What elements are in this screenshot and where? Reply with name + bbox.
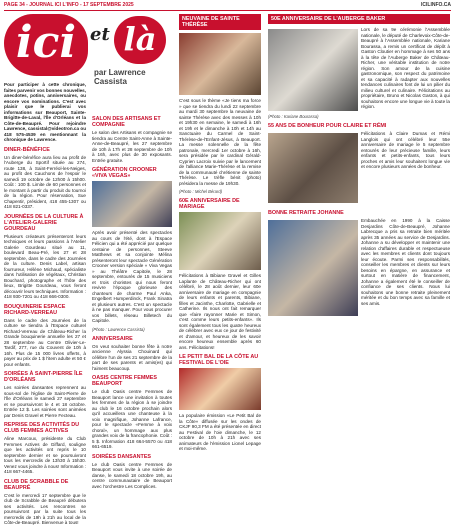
- heading-55-ans: 55 ANS DE BONHEUR POUR CLAIRE ET RÉMI: [268, 123, 387, 129]
- text-oasis: Le club Oasis centre Femmes de Beauport lance une invitation à toutes les femmes de la région à se joindre au club le 16 octobre prochain alors qu'il accueillera une chanteuse à la voix magnifique, Johanne Lafrance, pour le spectacle «Femme à voix choral», un hommage aux plus grandes voix de la francophonie. Coût : 5 $. Information 418 664-5570 ou 418 661-6519.: [92, 389, 172, 449]
- byline: par Lawrence Cassista: [94, 68, 146, 86]
- heading-soirees-saint-pierre: SOIRÉES À SAINT-PIERRE ÎLE D'ORLÉANS: [4, 371, 83, 383]
- fifty-five-row: [268, 131, 450, 206]
- text-55-ans: Félicitations à Claire Dumas et Rémi Langlois qui ont célébré leur 55e anniversaire de mariage le 5 septembre entourés de leur précieuse famille, leurs enfants et petits-enfants, tous leurs proches et amis leur souhaitent longue vie et encore plusieurs années de bonheur.: [361, 131, 450, 169]
- journal-name: JOURNAL ICI L'INFO: [29, 2, 79, 8]
- text-diner-benefice: Un diner-bénéfice aura lieu au profit de l'Auberge du Sportif située au 274, route 138, à Saint-Ferréol-les-Neiges, au profit des Cauchons de l'espoir le samedi 19 octobre de 12h00 à 15h00. Coût : 100 $. Limite de 60 personnes et le montant à partir du produit du tournoi de la région. Pour réservation, Sue Chapentir, président, 418 455-1307 ou 418 821-0337.: [4, 154, 86, 209]
- logo-ici: ici: [4, 14, 88, 76]
- logo-et: et: [90, 24, 110, 45]
- logo-la: là: [114, 16, 166, 64]
- text-bouquinerie: Dans le cadre des Journées de la culture se tiendra à l'Espace culturel Richard-Verreau de Château-Richer la Grande bouquinerie annuelle les 27 et 28 septembre au Centre Olivier-Le-Tardif, 277, rue du Couvent de 10h à 16h. Plus de 15 000 livres offerts, à payer au prix de 1 $ l'item adulte et 50 ¢ pour enfants.: [4, 317, 86, 367]
- text-60e-mariage: Félicitations à Bibiane Gravel et Gilles Laplante de Château-Richer qui ont célébré, le 28 août dernier, leur 60e anniversaire de mariage en compagnie de leurs enfants et parents, Bibiane, filles et Jacinthe, Charlotte, Gabrielle et Catherine. Ils nous ont fait remarquer que «faire rayonner Marie et Simon, c'est comme leurs petits-enfants». Ils sont également tous les quatre heureux de célébrer avec eux ce jour de festivité et d'amour, et heureux de les savoir encore heureux ensemble après 60 ans. Félicitations!: [179, 273, 261, 350]
- caption-crooner: (Photo : Lawrence Cassista): [92, 326, 145, 332]
- text-scrabble: C'est le mercredi 17 septembre que le club de Scrabble de Beaupré débutera ses activités. Les rencontres se poursuivront par la suite tous les mercredis de 19h à 21h au local de la Côte-de-Beaupré. Bienvenue à tous!: [4, 492, 86, 525]
- page-number: PAGE 34: [4, 2, 25, 8]
- heading-petit-bal: LE PETIT BAL DE LA CÔTE AU FESTIVAL DE L'OIE: [179, 354, 259, 366]
- photo-auberge-baker: [268, 29, 358, 111]
- text-femmes-actives: Aline Marcoux, présidente du Club Femmes Actives de Giffard, souligne que les activités ont repris le 10 septembre dernier et se poursuivront tous les mercredis de 13h30 à 15h30. Venez vous joindre à nous! Information : 418 667-4465.: [4, 436, 86, 474]
- column-1: [4, 82, 86, 529]
- heading-neuvaine: NEUVAINE DE SAINTE THÉRÈSE: [179, 14, 261, 30]
- text-soirees-dansantes: Le club Oasis centre Femmes de Beauport vous invite à une soirée de danse, le samedi 18 octobre 19h, au centre communautaire de Beauport avec l'orchestre Les Complices.: [92, 461, 172, 489]
- text-journees-culture: Plusieurs créateurs présenteront leurs techniques et leurs passions à l'Atelier Galerie Gourdeau situé au 11, boulevard Beau-Pré, les 27 et 28 septembre, dans le cadre des Journées de la culture. Denis Label, artisan fourrureur, Hélène Michaud, spécialiste dans l'utilisation de végétaux, Christian Bouchard, photographe et l'hôte des lieux, Brigitte Gourdeau, vous feront découvrir leurs techniques. Information : 418 930-7201 ou 418 666-0300.: [4, 233, 86, 299]
- photo-crooner: [92, 181, 172, 227]
- heading-scrabble: CLUB DE SCRABBLE DE BEAUPRÉ: [4, 478, 69, 491]
- page-header: PAGE 34 - JOURNAL ICI L'INFO - 17 SEPTEMBRE 2025 ICILINFO.CA: [4, 2, 451, 8]
- column-2: [92, 112, 172, 492]
- site-url: ICILINFO.CA: [421, 2, 451, 8]
- heading-salon-artisans: SALON DES ARTISANS ET COMPAGNIE: [92, 116, 161, 128]
- text-bonne-retraite: Embauchée en 1990 à la Caisse Desjardins Côte-de-Beaupré, Johanne Labrecque a pris sa retraite bien méritée après 35 années au service de Desjardins. Johanne a su développer et maintenir une relation d'affaires durable et respectueuse avec les membres et clients dont toujours leur écoute. Parmi ses responsabilités, conseiller les membres et clients sur leurs besoins en épargne, en assurance et surtout en matière de financement, Johanne a également été le conseiller de confiance de ses clients. Nous lui souhaitons une bonne retraite pleinement méritée et du bon temps avec sa famille et ses amis.: [361, 218, 450, 306]
- heading-60e-mariage: 60E ANNIVERSAIRE DE MARIAGE: [179, 198, 240, 210]
- text-generation-crooner: Après avoir présenté des spectacles au cours de l'été, dont à l'Espace Félicien qui a été apprécié par quelque centaine de personnes, Steeve Matthews et sa conjointe Mélina présenteront leur spectacle Génération Crooner version spéciale « Viva Vegas » au Théâtre Capitole, le 28 septembre, entourés de 15 musiciens et trois choristes qui nous feront revivre l'époque glorieuse des chanteurs de charme Paul Anka, Engelbert Humperdinck, Frank Sinatra et plusieurs autres. C'est un spectacle à ne pas manquer. Pour vous procurer vos billets, réseau Billetech du Capitole.: [92, 230, 172, 323]
- issue-date: 17 SEPTEMBRE 2025: [83, 2, 134, 8]
- heading-femmes-actives: REPRISE DES ACTIVITÉS DU CLUB FEMMES ACTIVES: [4, 422, 79, 434]
- heading-journees-culture: JOURNÉES DE LA CULTURE À L'ATELIER-GALERIE GOURDEAU: [4, 213, 84, 232]
- heading-anniversaire: ANNIVERSAIRE: [92, 335, 133, 342]
- photo-neuvaine: [179, 33, 261, 95]
- caption-neuvaine: (Photo : Michel Bérard): [179, 189, 223, 194]
- heading-oasis: OASIS CENTRE FEMMES BEAUPORT: [92, 375, 157, 387]
- caption-auberge-baker: (Photo : Kariane Bourassa): [268, 114, 319, 119]
- heading-bonne-retraite: BONNE RETRAITE JOHANNE: [268, 210, 344, 216]
- text-neuvaine: C'est sous le thème «Je tiens ma force » que se tiendra du lundi 22 septembre au mardi 30 septembre la neuvaine de sainte Thérèse avec des messes à 10h et 19h30 en semaine, le samedi à 16h et 19h et le dimanche à 10h et 14h au Sanctuaire du Carmel de Saint-Thérèse-de-l'Enfant-Jésus, à Beauport. La messe solennelle de la fête patronale, mercredi 1er octobre à 16h, sera présidée par le cardinal Gérald-Cyprien Lacroix suivie par le lancement de l'alliance Marie-Thérèse et la remise de la communauté chrétienne de sainte Thérèse. Le trèfle bénit (photo) présidera la messe de 19h30.: [179, 98, 261, 186]
- photo-55-ans: [268, 133, 358, 203]
- text-soirees-saint-pierre: Les soirées dansantes reprennent au sous-sol de l'église de Saint-Pierre de l'Île d'Orléans le samedi 27 septembre et se poursuivront le 4 et 18 octobre. Entrée 12 $. Les soirées sont animées par Denis Gravel et Pierre Fecteau.: [4, 385, 86, 418]
- photo-bonne-retraite: [268, 220, 358, 316]
- text-petit-bal: La populaire émission «Le Petit Bal de la Côte» diffusée sur les ondes de CKJF 90,3 FM a été présentée en direct au Festival de l'oie dimanche, le 12 octobre de 10h à 21h avec ses animateurs de l'émission Lionel Lepage et moi-même.: [179, 413, 261, 451]
- heading-soirees-dansantes: SOIRÉES DANSANTES: [92, 453, 152, 460]
- photo-petit-bal: [179, 368, 261, 410]
- auberge-row: [268, 27, 450, 114]
- photo-60e-mariage: [179, 212, 261, 270]
- intro-paragraph: Pour participer à cette chronique, faites parvenir vos bonnes nouvelles, anecdotes, potins, anniversaires, ou encore vos nominations. C'est avec plaisir que le publierai vos informations sur Beauport, Sainte-Brigitte-de-Laval, l'Île d'Orléans et la Côte-de-Beaupré. Pour rejoindre Lawrence, cassistal@videotron.ca ou 418 575-4539 en mentionnant la chronique de Lawrence.: [4, 82, 86, 142]
- header-rule: [4, 10, 451, 11]
- column-3: [179, 14, 261, 455]
- ici-et-la-logo: [4, 14, 172, 86]
- heading-auberge-baker: 50E ANNIVERSAIRE DE L'AUBERGE BAKER: [268, 14, 450, 24]
- heading-diner-benefice: DINER-BÉNÉFICE: [4, 146, 50, 153]
- text-auberge-baker: Lors de sa 9e cérémonie l'Assemblée nationale, le député de Charlevoix-Côte-de-Beaupré à l'Assemblée nationale, Kariane Bourassa, a remis un certificat de dépôt à Gaston Cloutier en hommage à ses 50 ans à la tête de l'Auberge Baker de Château-Richer, une véritable institution de notre région. Son amour de la cuisine gastronomique, son respect du patrimoine et sa capacité à radapter aux nouvelles tendances culinaires font de lui un pilier du milieu culturel et culinaire. Félicitations au propriétaire, Bruno et Nicolas Gaston, à qui souhaitons encore une longue vie à toute la région.: [361, 27, 450, 109]
- column-4: [268, 14, 450, 319]
- heading-bouquinerie: BOUQUINERIE ESPACE RICHARD-VERREAU: [4, 303, 66, 316]
- text-salon-artisans: Le salon des Artisans et compagnie se tiendra au Centre Saint-Anne à Sainte-Anne-de-Beaupré, les 27 septembre de 10h à 17h et 28 septembre de 10h à 16h, avec plus de 30 exposants. Entrée gratuite.: [92, 130, 172, 163]
- retraite-row: [268, 218, 450, 319]
- text-anniversaire: On veut souhaiter bonne fête à notre ancienne Alyssia Chouinard qui célèbre l'un de ses 21 septembre de la part de ses parents et amis(es) qui l'aiment beaucoup.: [92, 343, 172, 371]
- heading-generation-crooner: GÉNÉRATION CROONER «VIVA VEGAS»: [92, 167, 157, 179]
